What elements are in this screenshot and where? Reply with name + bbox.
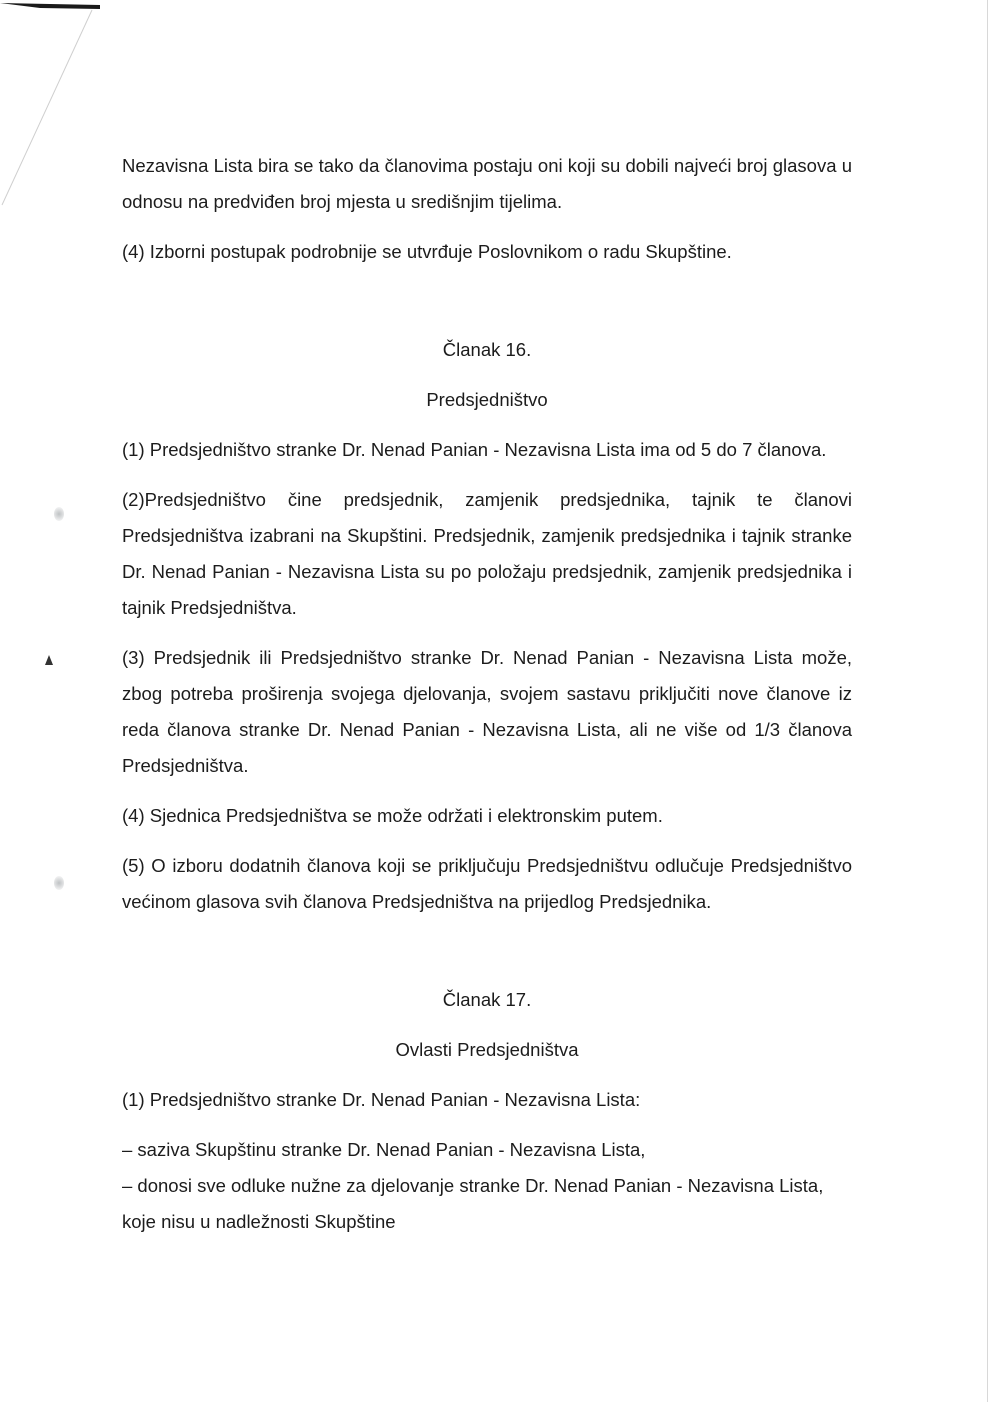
- article-16-number: Članak 16.: [442, 339, 532, 360]
- article-17-paragraph-1: (1) Predsjedništvo stranke Dr. Nenad Panian - Nezavisna Lista:: [122, 1089, 641, 1110]
- article-16-paragraph-3: (3) Predsjednik ili Predsjedništvo stranke Dr. Nenad Panian - Nezavisna Lista može, zbog potreba proširenja svojega djelovanja, svojem sastavu priključiti nove članove iz reda članova stranke Dr. Nenad Panian - Nezavisna Lista, ali ne više od 1/3 članova Predsjedništva.: [122, 647, 852, 776]
- scan-edge-line: [987, 0, 988, 1402]
- article-16-paragraph-5: (5) O izboru dodatnih članova koji se priključuju Predsjedništvu odlučuje Predsjedništvo većinom glasova svih članova Predsjedništva na prijedlog Predsjednika.: [122, 855, 852, 912]
- article-16-paragraph-4: (4) Sjednica Predsjedništva se može održati i elektronskim putem.: [122, 805, 663, 826]
- article-17-list-item: – donosi sve odluke nužne za djelovanje stranke Dr. Nenad Panian - Nezavisna Lista, koje nisu u nadležnosti Skupštine: [122, 1175, 824, 1232]
- punch-hole-mark: [54, 507, 64, 521]
- article-17-list-item: – saziva Skupštinu stranke Dr. Nenad Panian - Nezavisna Lista,: [122, 1139, 646, 1160]
- article-16-title: Predsjedništvo: [426, 389, 548, 410]
- punch-hole-mark: [54, 876, 64, 890]
- document-body: [122, 148, 852, 1240]
- article-17-number: Članak 17.: [442, 989, 532, 1010]
- scan-dot-mark: [45, 655, 53, 665]
- intro-paragraph-electoral-procedure: (4) Izborni postupak podrobnije se utvrđuje Poslovnikom o radu Skupštine.: [122, 241, 732, 262]
- article-16-paragraph-1: (1) Predsjedništvo stranke Dr. Nenad Panian - Nezavisna Lista ima od 5 do 7 članova.: [122, 439, 827, 460]
- article-16-paragraph-2: (2)Predsjedništvo čine predsjednik, zamjenik predsjednika, tajnik te članovi Predsjedništva izabrani na Skupštini. Predsjednik, zamjenik predsjednika i tajnik stranke Dr. Nenad Panian - Nezavisna Lista su po položaju predsjednik, zamjenik predsjednika i tajnik Predsjedništva.: [122, 489, 852, 618]
- intro-paragraph: Nezavisna Lista bira se tako da članovima postaju oni koji su dobili najveći broj glasova u odnosu na predviđen broj mjesta u središnjim tijelima.: [122, 155, 852, 212]
- scan-corner-mark: [0, 0, 120, 210]
- article-17-title: Ovlasti Predsjedništva: [395, 1039, 579, 1060]
